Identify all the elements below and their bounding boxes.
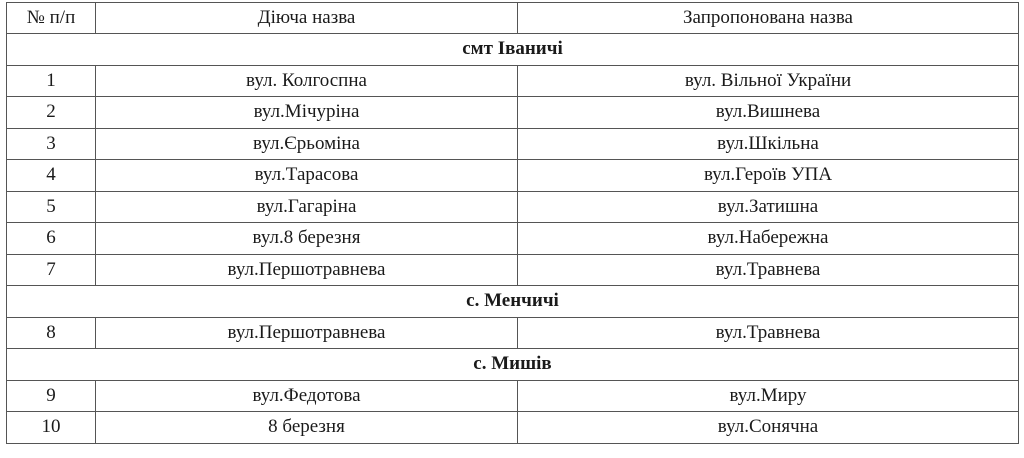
row-number: 4 <box>7 160 96 192</box>
row-number: 8 <box>7 317 96 349</box>
row-number: 3 <box>7 128 96 160</box>
current-name-cell: вул.Мічуріна <box>96 97 518 129</box>
proposed-name-cell: вул.Сонячна <box>518 412 1019 444</box>
row-number: 2 <box>7 97 96 129</box>
current-name-cell: вул.Єрьоміна <box>96 128 518 160</box>
table-row <box>7 191 1019 223</box>
header-current-name: Діюча назва <box>96 3 518 34</box>
current-name-cell: вул.8 березня <box>96 223 518 255</box>
current-name-cell: 8 березня <box>96 412 518 444</box>
current-name-cell: вул.Гагаріна <box>96 191 518 223</box>
proposed-name-cell: вул.Затишна <box>518 191 1019 223</box>
proposed-name-cell: вул.Шкільна <box>518 128 1019 160</box>
table-row <box>7 65 1019 97</box>
table-row <box>7 412 1019 444</box>
current-name-cell: вул.Першотравнева <box>96 254 518 286</box>
section-row <box>7 286 1019 318</box>
proposed-name-cell: вул.Травнева <box>518 317 1019 349</box>
row-number: 1 <box>7 65 96 97</box>
row-number: 5 <box>7 191 96 223</box>
row-number: 6 <box>7 223 96 255</box>
section-row <box>7 349 1019 381</box>
section-row <box>7 34 1019 66</box>
table-row <box>7 128 1019 160</box>
table-row <box>7 160 1019 192</box>
current-name-cell: вул. Колгоспна <box>96 65 518 97</box>
section-title: смт Іваничі <box>7 34 1019 66</box>
header-number: № п/п <box>7 3 96 34</box>
row-number: 7 <box>7 254 96 286</box>
table-row <box>7 317 1019 349</box>
table-row <box>7 223 1019 255</box>
street-rename-table <box>6 2 1019 444</box>
proposed-name-cell: вул.Героїв УПА <box>518 160 1019 192</box>
current-name-cell: вул.Федотова <box>96 380 518 412</box>
current-name-cell: вул.Першотравнева <box>96 317 518 349</box>
row-number: 10 <box>7 412 96 444</box>
table-row <box>7 380 1019 412</box>
section-title: с. Менчичі <box>7 286 1019 318</box>
proposed-name-cell: вул.Набережна <box>518 223 1019 255</box>
proposed-name-cell: вул. Вільної України <box>518 65 1019 97</box>
row-number: 9 <box>7 380 96 412</box>
proposed-name-cell: вул.Травнева <box>518 254 1019 286</box>
proposed-name-cell: вул.Вишнева <box>518 97 1019 129</box>
current-name-cell: вул.Тарасова <box>96 160 518 192</box>
table-row <box>7 97 1019 129</box>
header-proposed-name: Запропонована назва <box>518 3 1019 34</box>
table-body <box>7 34 1019 444</box>
table-row <box>7 254 1019 286</box>
section-title: с. Мишів <box>7 349 1019 381</box>
proposed-name-cell: вул.Миру <box>518 380 1019 412</box>
header-row <box>7 3 1019 34</box>
